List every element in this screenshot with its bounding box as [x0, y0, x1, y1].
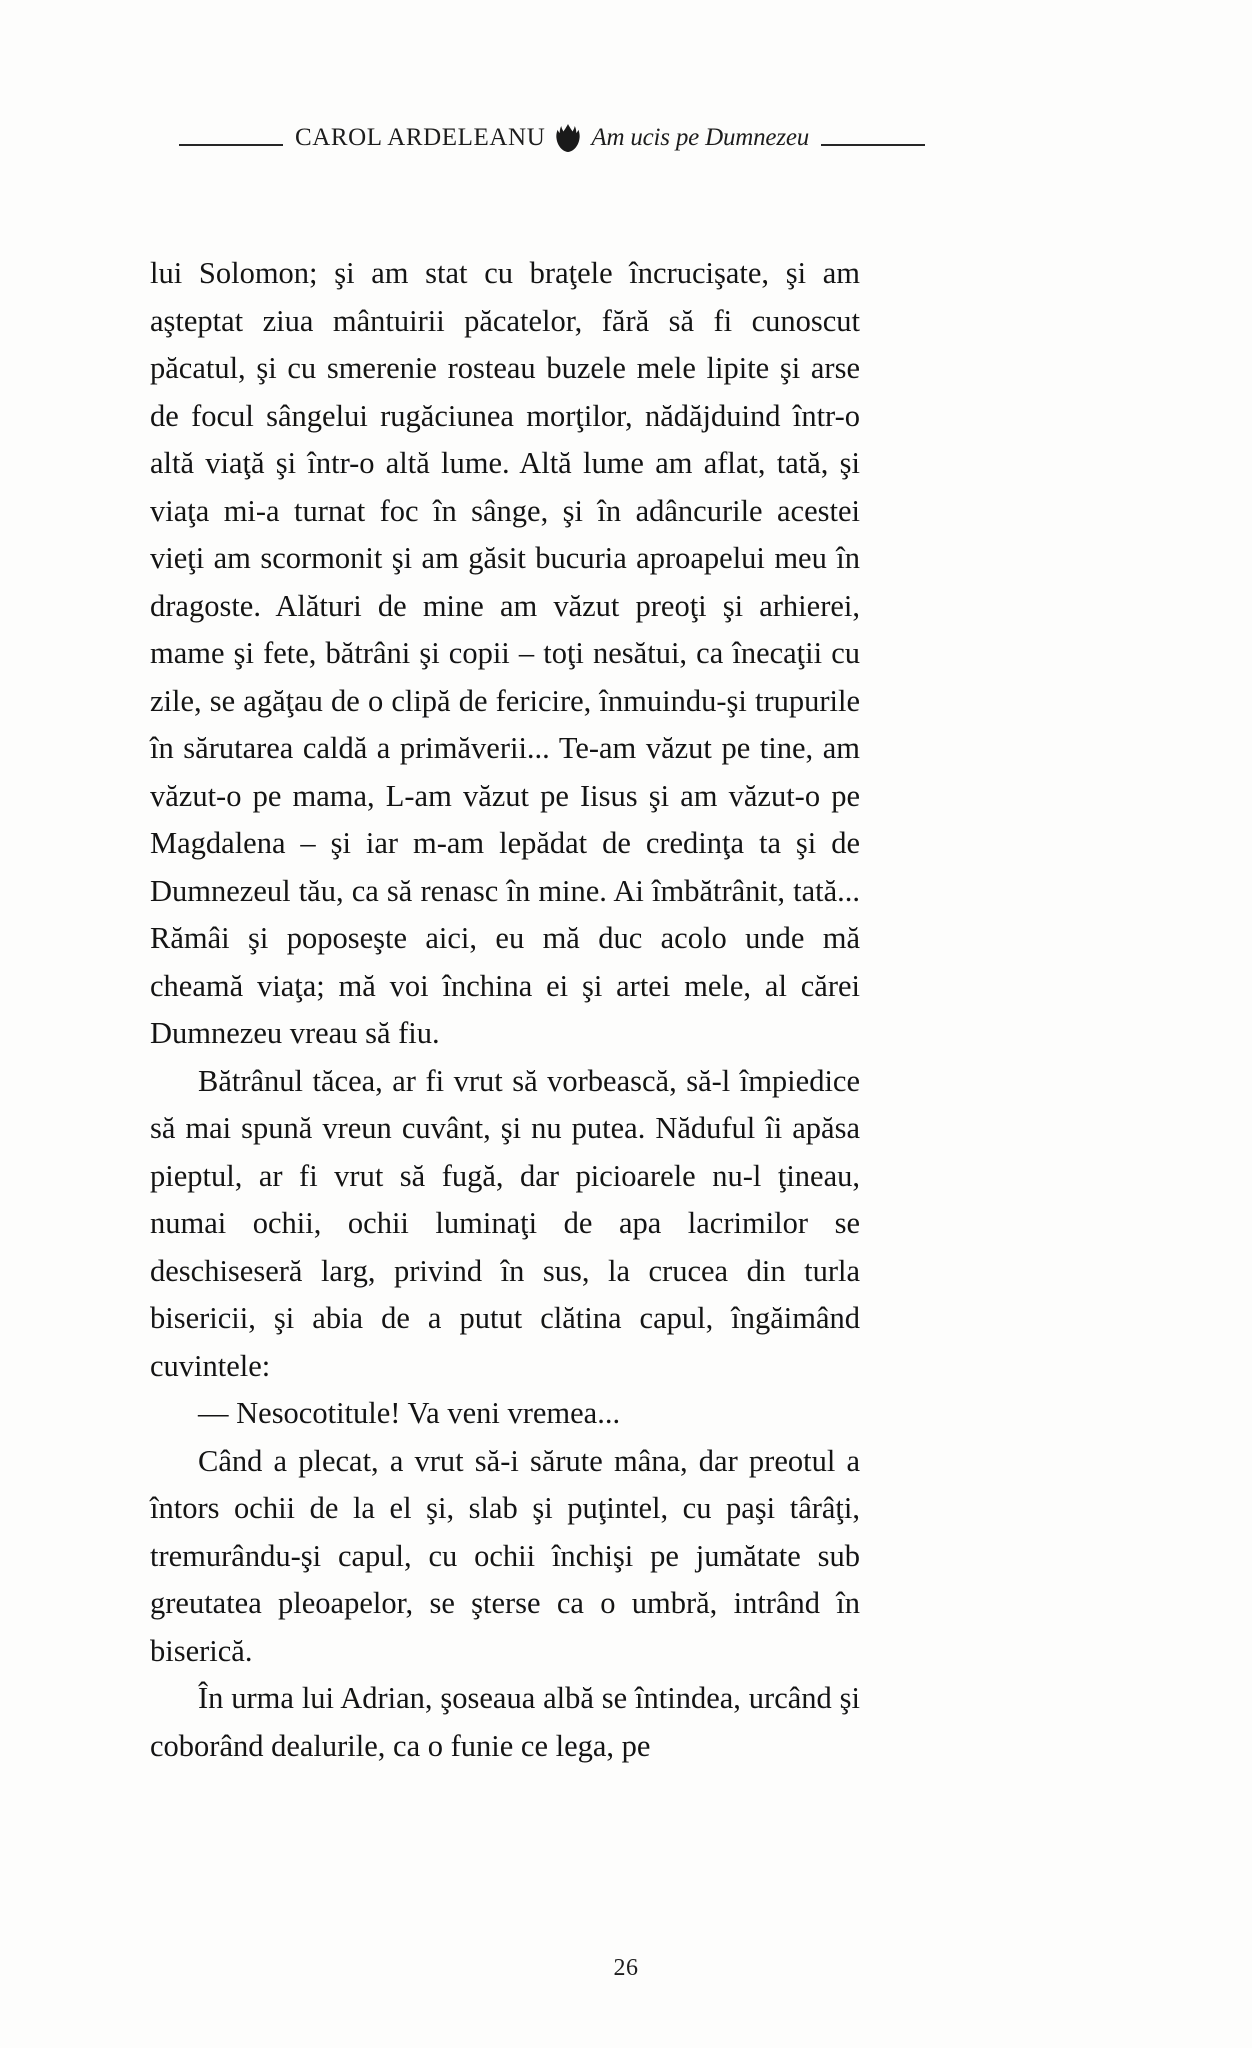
flame-ornament-icon — [555, 123, 581, 153]
paragraph: În urma lui Adrian, şoseaua albă se întindea, urcând şi coborând dealurile, ca o funie ce lega, pe — [150, 1681, 860, 1763]
running-header — [148, 118, 956, 158]
paragraph: Bătrânul tăcea, ar fi vrut să vorbească, să-l împiedice să mai spună vreun cuvânt, şi nu putea. Năduful îi apăsa pieptul, ar fi vrut să fugă, dar picioarele nu-l ţineau, numai ochii, ochii luminaţi de apa lacrimilor se deschiseseră larg, privind în sus, la crucea din turla bisericii, şi abia de a putut clătina capul, îngăimând cuvintele: — [150, 1063, 860, 1383]
paragraph: Când a plecat, a vrut să-i sărute mâna, dar preotul a întors ochii de la el şi, slab şi puţintel, cu paşi târâţi, tremurându-şi capul, cu ochii închişi pe jumătate sub greutatea pleoapelor, se şterse ca o umbră, intrând în biserică. — [150, 1443, 860, 1668]
header-rule-left — [179, 144, 283, 146]
header-book-title: Am ucis pe Dumnezeu — [591, 124, 810, 151]
header-author-name: CAROL ARDELEANU — [294, 124, 546, 151]
page-number: 26 — [613, 1955, 639, 1981]
body-text-column — [150, 250, 860, 1770]
header-rule-right — [821, 144, 925, 146]
paragraph-dialogue: — Nesocotitule! Va veni vremea... — [198, 1396, 621, 1430]
paragraph-continued: lui Solomon; şi am stat cu braţele încrucişate, şi am aşteptat ziua mântuirii păcatelor, fără să fi cunoscut păcatul, şi cu smerenie rosteau buzele mele lipite şi arse de focul sângelui rugăciunea morţilor, nădăjduind într-o altă viaţă şi într-o altă lume. Altă lume am aflat, tată, şi viaţa mi-a turnat foc în sânge, şi în adâncurile acestei vieţi am scormonit şi am găsit bucuria aproapelui meu în dragoste. Alături de mine am văzut preoţi şi arhierei, mame şi fete, bătrâni şi copii – toţi nesătui, ca înecaţii cu zile, se agăţau de o clipă de fericire, înmuindu-şi trupurile în sărutarea caldă a primăverii... Te-am văzut pe tine, am văzut-o pe mama, L-am văzut pe Iisus şi am văzut-o pe Magdalena – şi iar m-am lepădat de credinţa ta şi de Dumnezeul tău, ca să renasc în mine. Ai îmbătrânit, tată... Rămâi şi poposeşte aici, eu mă duc acolo unde mă cheamă viaţa; mă voi închina ei şi artei mele, al cărei Dumnezeu vreau să fiu. — [150, 256, 860, 1050]
